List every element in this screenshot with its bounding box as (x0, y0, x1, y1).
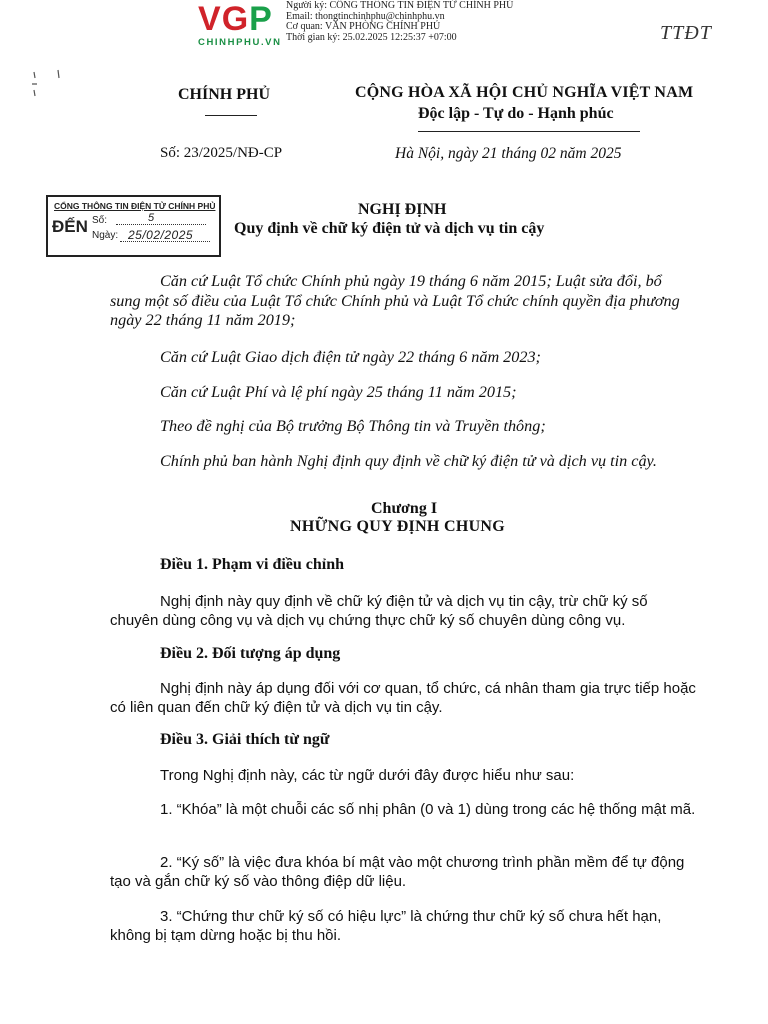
motto-underline (418, 131, 640, 132)
chapter-label: Chương I (371, 500, 438, 517)
stamp-number-value: 5 (148, 212, 155, 224)
vgp-logo-subtext: CHINHPHU.VN (198, 37, 282, 48)
received-stamp (46, 195, 221, 257)
digital-signature-info (286, 1, 513, 43)
vgp-logo-text: VGP (198, 0, 273, 38)
stamp-date-label: Ngày: (92, 230, 119, 241)
article-text: Nghị định này quy định về chữ ký điện tử và dịch vụ tin cậy, trừ chữ ký số chuyên dùng công vụ và dịch vụ chứng thực chữ ký số chuyên dùng công vụ. (110, 593, 648, 629)
document-title: NGHỊ ĐỊNH (358, 201, 447, 218)
chapter-title: NHỮNG QUY ĐỊNH CHUNG (290, 518, 506, 535)
signer-agency: Cơ quan: VĂN PHÒNG CHÍNH PHỦ (286, 21, 441, 32)
margin-scribble (28, 66, 68, 100)
stamp-header: CỔNG THÔNG TIN ĐIỆN TỬ CHÍNH PHỦ (54, 201, 216, 211)
stamp-den-label: ĐẾN (52, 217, 88, 236)
document-number: Số: 23/2025/NĐ-CP (160, 145, 283, 161)
document-subtitle: Quy định về chữ ký điện tử và dịch vụ tin cậy (234, 220, 545, 237)
stamp-number-label: Số: (92, 215, 108, 226)
preamble-paragraph: Theo đề nghị của Bộ trưởng Bộ Thông tin và Truyền thông; (160, 417, 546, 435)
stamp-date-value: 25/02/2025 (128, 228, 194, 242)
definition-item: 3. “Chứng thư chữ ký số có hiệu lực” là chứng thư chữ ký số chưa hết hạn, không bị tạm dừng hoặc bị thu hồi. (110, 908, 662, 944)
preamble-paragraph: Chính phủ ban hành Nghị định quy định về chữ ký điện tử và dịch vụ tin cậy. (160, 452, 657, 470)
article-text: Trong Nghị định này, các từ ngữ dưới đây được hiểu như sau: (160, 767, 575, 784)
stamp-dotted-line (116, 224, 206, 225)
stamp-dotted-line-2 (120, 241, 210, 242)
article-heading: Điều 3. Giải thích từ ngữ (160, 731, 330, 748)
article-heading: Điều 2. Đối tượng áp dụng (160, 645, 341, 662)
handwritten-corner-mark: TTĐT (660, 22, 712, 44)
place-and-date: Hà Nội, ngày 21 tháng 02 năm 2025 (395, 145, 622, 162)
issuing-authority: CHÍNH PHỦ (178, 86, 270, 103)
national-motto: Độc lập - Tự do - Hạnh phúc (418, 105, 614, 122)
definition-item: 1. “Khóa” là một chuỗi các số nhị phân (0 và 1) dùng trong các hệ thống mật mã. (160, 801, 696, 818)
national-title: CỘNG HÒA XÃ HỘI CHỦ NGHĨA VIỆT NAM (355, 84, 694, 101)
signing-time: Thời gian ký: 25.02.2025 12:25:37 +07:00 (286, 31, 457, 43)
preamble-paragraph: Căn cứ Luật Giao dịch điện tử ngày 22 tháng 6 năm 2023; (160, 348, 541, 366)
definition-item: 2. “Ký số” là việc đưa khóa bí mật vào một chương trình phần mềm để tự động tạo và gắn chữ ký số vào thông điệp dữ liệu. (110, 854, 685, 890)
vgp-logo (198, 2, 293, 46)
preamble-paragraph: Căn cứ Luật Tổ chức Chính phủ ngày 19 tháng 6 năm 2015; Luật sửa đổi, bổ sung một số điều của Luật Tổ chức Chính phủ và Luật Tổ chức chính quyền địa phương ngày 22 tháng 11 năm 2019; (110, 272, 680, 329)
signer-email: Email: thongtinchinhphu@chinhphu.vn (286, 10, 445, 22)
article-heading: Điều 1. Phạm vi điều chỉnh (160, 556, 345, 573)
preamble-paragraph: Căn cứ Luật Phí và lệ phí ngày 25 tháng 11 năm 2015; (160, 383, 517, 401)
signer-name: Người ký: CỔNG THÔNG TIN ĐIỆN TỬ CHÍNH PHỦ (286, 0, 514, 11)
article-text: Nghị định này áp dụng đối với cơ quan, tổ chức, cá nhân tham gia trực tiếp hoặc có liên quan đến chữ ký điện tử và dịch vụ tin cậy. (110, 680, 696, 716)
issuer-underline (205, 115, 257, 116)
